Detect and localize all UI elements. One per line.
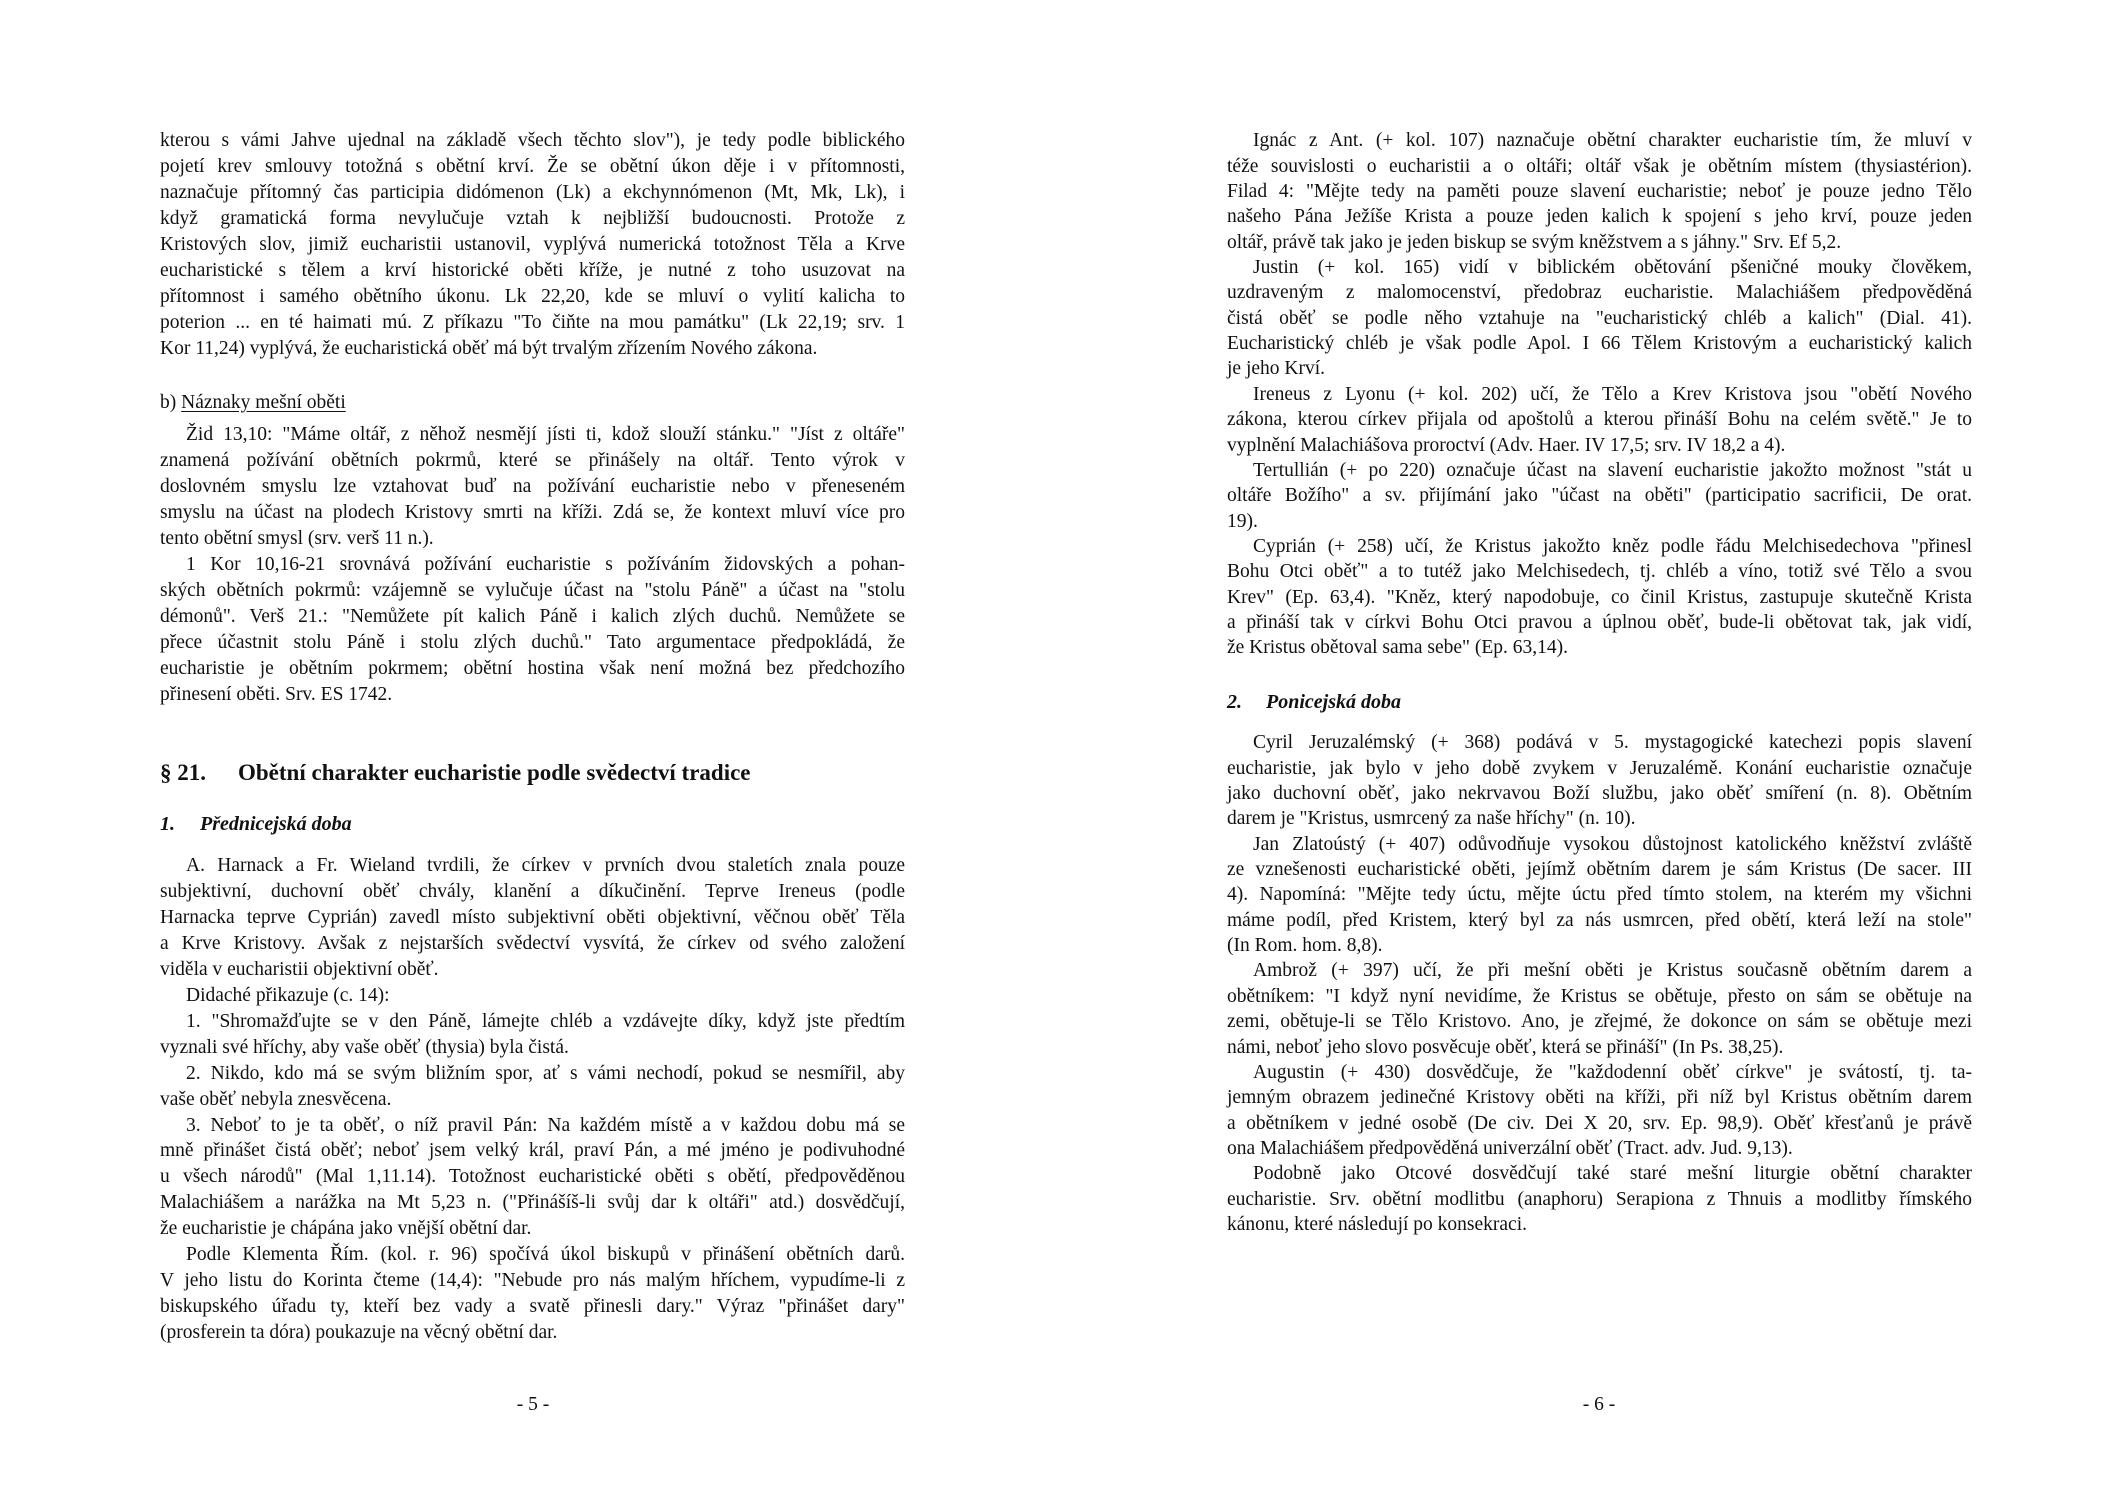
text-line: a přináší tak v církvi Bohu Otci pravou a úplnou oběť, bude-li obětovat tak, jak vidí, <box>1227 611 1972 633</box>
text-line: mně přinášet čistá oběť; neboť jsem velký král, praví Pán, a mé jméno je podivuhodné <box>160 1140 905 1162</box>
text-line: vyznali své hříchy, aby vaše oběť (thysia) byla čistá. <box>160 1036 569 1058</box>
text-line: obětníkem: "I když nyní nevidíme, že Kristus se obětuje, přesto on sám se obětuje na <box>1227 985 1972 1007</box>
text-line: naznačuje přítomný čas participia didómenon (Lk) a ekchynnómenon (Mt, Mk, Lk), i <box>160 181 905 203</box>
text-line: že Kristus obětoval sama sebe" (Ep. 63,14). <box>1227 637 1568 659</box>
text-line: Justin (+ kol. 165) vidí v biblickém obětování pšeničné mouky člověkem, <box>1253 257 1972 279</box>
text-line: eucharistické s tělem a krví historické oběti kříže, je nutné z toho usuzovat na <box>160 259 905 281</box>
text-line: (prosferein ta dóra) poukazuje na věcný obětní dar. <box>160 1322 558 1344</box>
text-line: Tertullián (+ po 220) označuje účast na slavení eucharistie jakožto možnost "stát u <box>1253 459 1972 481</box>
text-line: (In Rom. hom. 8,8). <box>1227 935 1383 957</box>
text-line: přítomnost i samého obětního úkonu. Lk 22,20, kde se mluví o vylití kalicha to <box>160 285 905 307</box>
text-line: téže souvislosti o eucharistii a o oltáři; oltář však je obětním místem (thysiastérion). <box>1227 155 1972 177</box>
text-line: Eucharistický chléb je však podle Apol. I 66 Tělem Kristovým a eucharistický kalich <box>1227 333 1972 355</box>
text-line: vyplnění Malachiášova proroctví (Adv. Haer. IV 17,5; srv. IV 18,2 a 4). <box>1227 434 1786 456</box>
text-line: u všech národů" (Mal 1,11.14). Totožnost eucharistické oběti s obětí, předpověděnou <box>160 1166 905 1188</box>
text-line: zemi, obětuje-li se Tělo Kristovo. Ano, je zřejmé, že dokonce on sám se obětuje mezi <box>1227 1011 1972 1033</box>
text-line: Augustin (+ 430) dosvědčuje, že "každodenní oběť církve" je svátostí, tj. ta- <box>1253 1061 1972 1083</box>
text-line: Harnacka teprve Cyprián) zavedl místo subjektivní oběti objektivní, věčnou oběť Těla <box>160 906 905 928</box>
text-line: jako duchovní oběť, jako nekrvavou Boží službu, jako oběť smíření (n. 8). Obětním <box>1227 783 1972 805</box>
text-line: jemným obrazem jedinečné Kristovy oběti na kříži, při níž byl Kristus obětním darem <box>1227 1087 1972 1109</box>
page-number: - 5 - <box>516 1394 550 1415</box>
text-line: viděla v eucharistii objektivní oběť. <box>160 958 439 980</box>
text-line: subjektivní, duchovní oběť chvály, klanění a díkučinění. Teprve Ireneus (podle <box>160 880 905 902</box>
text-line: 4). Napomíná: "Mějte tedy úctu, mějte úctu před tímto stolem, na kterém my všichni <box>1227 884 1972 906</box>
text-line: ze vznešenosti eucharistické oběti, jejímž obětním darem je sám Kristus (De sacer. III <box>1227 859 1972 881</box>
text-line: znamená požívání obětních pokrmů, které se přinášely na oltář. Tento výrok v <box>160 449 905 471</box>
text-line: Kristových slov, jimiž eucharistii ustanovil, vyplývá numerická totožnost Těla a Krve <box>160 233 905 255</box>
text-line: eucharistie, jak bylo v jeho době zvykem v Jeruzalémě. Konání eucharistie označuje <box>1227 757 1972 779</box>
text-line: 1 Kor 10,16-21 srovnává požívání eucharistie s požíváním židovských a pohan- <box>186 554 905 576</box>
text-line: Ignác z Ant. (+ kol. 107) naznačuje obětní charakter eucharistie tím, že mluví v <box>1253 130 1972 152</box>
text-line: našeho Pána Ježíše Krista a pouze jeden kalich k spojení s jeho krví, pouze jeden <box>1227 206 1972 228</box>
subsection-title: Ponicejská doba <box>1266 691 1401 713</box>
text-line: eucharistie. Srv. obětní modlitbu (anaphoru) Serapiona z Thnuis a modlitby římského <box>1227 1188 1972 1210</box>
text-line: námi, neboť jeho slovo posvěcuje oběť, která se přináší" (In Ps. 38,25). <box>1227 1036 1784 1058</box>
text-line: Žid 13,10: "Máme oltář, z něhož nesmějí jísti ti, kdož slouží stánku." "Jíst z oltáře" <box>186 424 905 446</box>
text-line: zákona, kterou církev přijala od apoštolů a kterou přináší Bohu na celém světě." Je to <box>1227 409 1972 431</box>
subheading <box>160 390 346 416</box>
text-line: oltáře Božího" a sv. přijímání jako "účast na oběti" (participatio sacrificii, De orat. <box>1227 485 1972 507</box>
text-line: 2. Nikdo, kdo má se svým bližním spor, ať s vámi nechodí, pokud se nesmířil, aby <box>186 1062 905 1084</box>
right-page <box>1061 0 2122 1501</box>
text-line: eucharistie je obětním pokrmem; obětní hostina však není možná bez předchozího <box>160 657 905 679</box>
text-line: Didaché přikazuje (c. 14): <box>186 984 390 1006</box>
text-line: doslovném smyslu lze vztahovat buď na požívání eucharistie nebo v přeneseném <box>160 475 905 497</box>
text-line: pojetí krev smlouvy totožná s obětní krví. Že se obětní úkon děje i v přítomnosti, <box>160 155 905 177</box>
text-line: A. Harnack a Fr. Wieland tvrdili, že církev v prvních dvou staletích znala pouze <box>186 855 905 877</box>
text-line: V jeho listu do Korinta čteme (14,4): "Nebude pro nás malým hříchem, vypudíme-li z <box>160 1270 905 1292</box>
text-line: a Krve Kristovy. Avšak z nejstarších svědectví vysvítá, že církev od svého založení <box>160 932 905 954</box>
subheading-title: Náznaky mešní oběti <box>181 392 346 413</box>
text-line: Cyprián (+ 258) učí, že Kristus jakožto kněz podle řádu Melchisedechova "přinesl <box>1253 535 1972 557</box>
text-line: smyslu na účast na plodech Kristovy smrti na kříži. Zdá se, že kontext mluví více pro <box>160 501 905 523</box>
text-line: darem je "Kristus, usmrcený za naše hříchy" (n. 10). <box>1227 808 1636 830</box>
text-line: oltář, právě tak jako je jeden biskup se svým kněžstvem a s jáhny." Srv. Ef 5,2. <box>1227 231 1842 253</box>
text-line: Krev" (Ep. 63,4). "Kněz, který napodobuje, co činil Kristus, zastupuje skutečně Krista <box>1227 586 1972 608</box>
text-line: Kor 11,24) vyplývá, že eucharistická oběť má být trvalým zřízením Nového zákona. <box>160 337 818 359</box>
text-line: 3. Neboť to je ta oběť, o níž pravil Pán: Na každém místě a v každou dobu má se <box>186 1114 905 1136</box>
text-line: kánonu, které následují po konsekraci. <box>1227 1213 1527 1235</box>
subsection-number: 2. <box>1227 691 1242 713</box>
page-number: - 6 - <box>1582 1394 1616 1415</box>
text-line: je jeho Krví. <box>1227 358 1326 380</box>
text-line: Podle Klementa Řím. (kol. r. 96) spočívá úkol biskupů v přinášení obětních darů. <box>186 1244 905 1266</box>
text-line: když gramatická forma nevylučuje vztah k nejbližší budoucnosti. Protože z <box>160 207 905 229</box>
text-line: přinesení oběti. Srv. ES 1742. <box>160 683 393 705</box>
text-line: 1. "Shromažďujte se v den Páně, lámejte chléb a vzdávejte díky, když jste předtím <box>186 1010 905 1032</box>
section-title: Obětní charakter eucharistie podle svědectví tradice <box>238 760 751 785</box>
text-line: tento obětní smysl (srv. verš 11 n.). <box>160 527 434 549</box>
text-line: poterion ... en té haimati mú. Z příkazu "To čiňte na mou památku" (Lk 22,19; srv. 1 <box>160 311 905 333</box>
subsection-title: Přednicejská doba <box>200 813 352 835</box>
text-line: Ambrož (+ 397) učí, že při mešní oběti je Kristus současně obětním darem a <box>1253 960 1972 982</box>
text-line: Cyril Jeruzalémský (+ 368) podává v 5. mystagogické katechezi popis slavení <box>1253 732 1972 754</box>
text-line: přece účastnit stolu Páně i stolu zlých duchů." Tato argumentace předpokládá, že <box>160 631 905 653</box>
text-line: Ireneus z Lyonu (+ kol. 202) učí, že Tělo a Krev Kristova jsou "obětí Nového <box>1253 383 1972 405</box>
text-line: ona Malachiášem předpověděná univerzální oběť (Tract. adv. Jud. 9,13). <box>1227 1137 1793 1159</box>
text-line: ských obětních pokrmů: vzájemně se vylučuje účast na "stolu Páně" a účast na "stolu <box>160 579 905 601</box>
text-line: že eucharistie je chápána jako vnější obětní dar. <box>160 1218 532 1240</box>
text-line: Podobně jako Otcové dosvědčují také staré mešní liturgie obětní charakter <box>1253 1163 1972 1185</box>
subheading-label: b) <box>160 392 177 413</box>
text-line: 19). <box>1227 510 1258 532</box>
text-line: Filad 4: "Mějte tedy na paměti pouze slavení eucharistie; neboť je pouze jedno Tělo <box>1227 181 1972 203</box>
text-line: máme podíl, před Kristem, který byl za nás usmrcen, před obětí, která leží na stole" <box>1227 909 1972 931</box>
text-line: Malachiášem a narážka na Mt 5,23 n. ("Přinášíš-li svůj dar k oltáři" atd.) dosvědčují, <box>160 1192 905 1214</box>
text-line: Jan Zlatoústý (+ 407) odůvodňuje vysokou důstojnost katolického kněžství zvláště <box>1253 833 1972 855</box>
text-line: Bohu Otci oběť" a to tutéž jako Melchisedech, tj. chléb a víno, totiž své Tělo a svou <box>1227 561 1972 583</box>
text-line: kterou s vámi Jahve ujednal na základě všech těchto slov"), je tedy podle biblického <box>160 130 905 152</box>
text-line: čistá oběť se podle něho vztahuje na "eucharistický chléb a kalich" (Dial. 41). <box>1227 307 1972 329</box>
text-line: a obětníkem v jedné osobě (De civ. Dei X 20, srv. Ep. 98,9). Oběť křesťanů je právě <box>1227 1112 1972 1134</box>
text-line: uzdraveným z malomocenství, předobraz eucharistie. Malachiášem předpověděná <box>1227 282 1972 304</box>
text-line: biskupského úřadu ty, kteří bez vady a svatě přinesli dary." Výraz "přinášet dary" <box>160 1296 905 1318</box>
text-line: démonů". Verš 21.: "Nemůžete pít kalich Páně i kalich zlých duchů. Nemůžete se <box>160 605 905 627</box>
section-number: § 21. <box>160 760 206 785</box>
subsection-number: 1. <box>160 813 175 835</box>
text-line: vaše oběť nebyla znesvěcena. <box>160 1088 392 1110</box>
